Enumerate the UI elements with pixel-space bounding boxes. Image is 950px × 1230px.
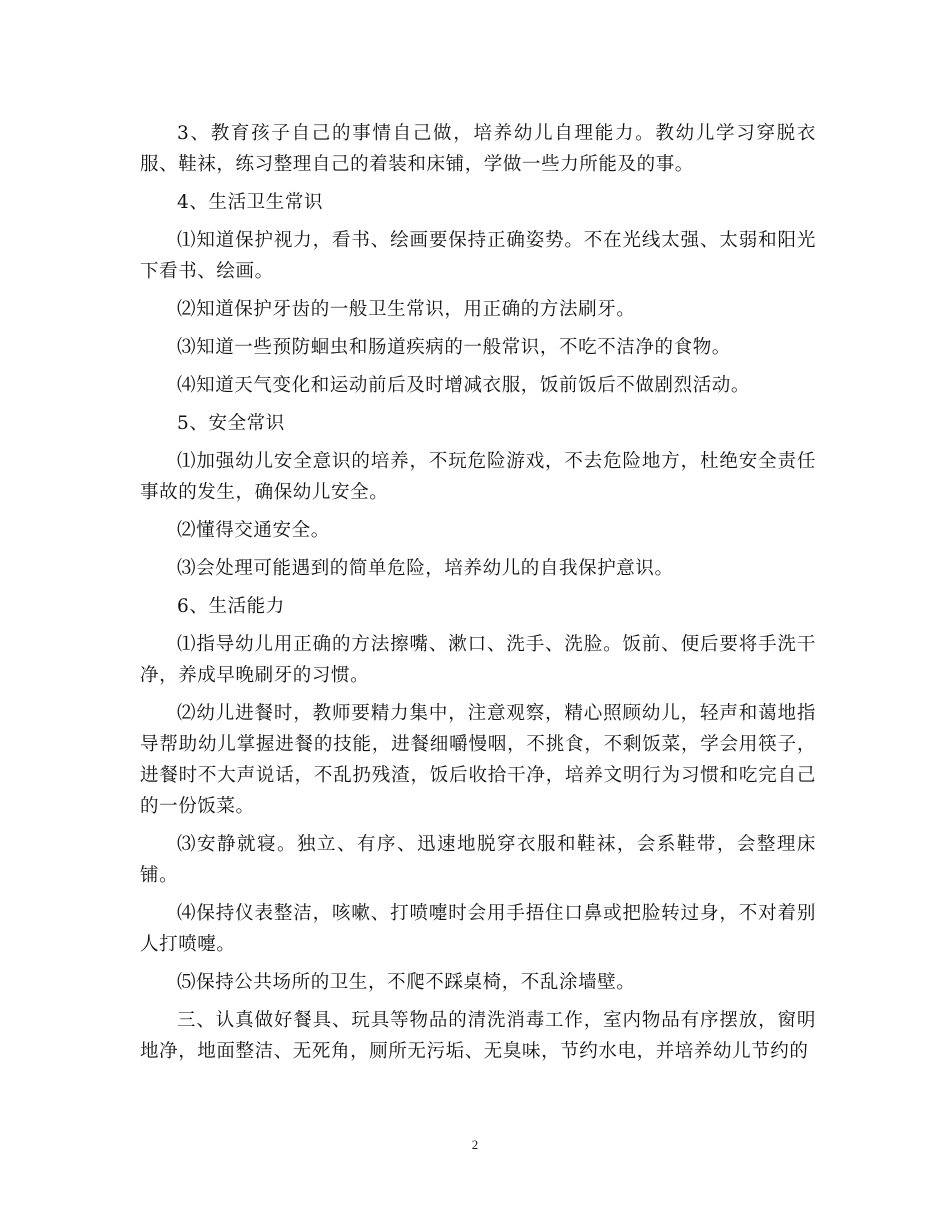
heading-safety-knowledge: 5、安全常识	[177, 413, 285, 434]
paragraph-self-care: 3、教育孩子自己的事情自己做，培养幼儿自理能力。教幼儿学习穿脱衣服、鞋袜，练习整理自己的着装和床铺，学做一些力所能及的事。	[140, 123, 816, 175]
paragraph-disinfection: 三、认真做好餐具、玩具等物品的清洗消毒工作，室内物品有序摆放，窗明地净，地面整洁、无死角，厕所无污垢、无臭味，节约水电，并培养幼儿节约的	[140, 1010, 816, 1062]
paragraph-public-hygiene: ⑸保持公共场所的卫生，不爬不踩桌椅，不乱涂墙壁。	[177, 972, 636, 993]
paragraph-tidiness: ⑷保持仪表整洁，咳嗽、打喷嚏时会用手捂住口鼻或把脸转过身，不对着别人打喷嚏。	[140, 903, 816, 955]
paragraph-dining: ⑵幼儿进餐时，教师要精力集中，注意观察，精心照顾幼儿，轻声和蔼地指导帮助幼儿掌握进餐的技能，进餐细嚼慢咽，不挑食，不剩饭菜，学会用筷子，进餐时不大声说话，不乱扔残渣，饭后收拾干净，培养文明行为习惯和吃完自己的一份饭菜。	[140, 703, 816, 817]
paragraph-prevent-disease: ⑶知道一些预防蛔虫和肠道疾病的一般常识，不吃不洁净的食物。	[177, 337, 731, 358]
paragraph-traffic-safety: ⑵懂得交通安全。	[177, 520, 330, 541]
paragraph-safety-awareness: ⑴加强幼儿安全意识的培养，不玩危险游戏，不去危险地方，杜绝安全责任事故的发生，确保幼儿安全。	[140, 451, 816, 503]
document-body	[140, 118, 816, 1074]
paragraph-washing: ⑴指导幼儿用正确的方法擦嘴、漱口、洗手、洗脸。饭前、便后要将手洗干净，养成早晚刷牙的习惯。	[140, 634, 816, 686]
paragraph-weather-clothing: ⑷知道天气变化和运动前后及时增减衣服，饭前饭后不做剧烈活动。	[177, 375, 751, 396]
paragraph-sleeping: ⑶安静就寝。独立、有序、迅速地脱穿衣服和鞋袜，会系鞋带，会整理床铺。	[140, 834, 816, 886]
page-number: 2	[471, 1137, 479, 1152]
paragraph-protect-teeth: ⑵知道保护牙齿的一般卫生常识，用正确的方法刷牙。	[177, 299, 636, 320]
heading-hygiene-knowledge: 4、生活卫生常识	[177, 192, 324, 213]
heading-life-skills: 6、生活能力	[177, 596, 285, 617]
paragraph-self-protection: ⑶会处理可能遇到的简单危险，培养幼儿的自我保护意识。	[177, 558, 674, 579]
paragraph-protect-vision: ⑴知道保护视力，看书、绘画要保持正确姿势。不在光线太强、太弱和阳光下看书、绘画。	[140, 230, 816, 282]
